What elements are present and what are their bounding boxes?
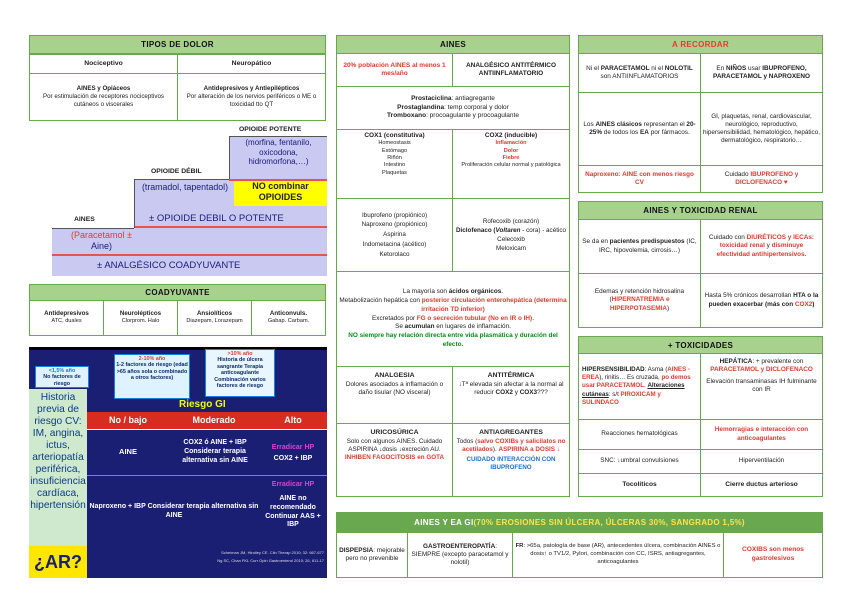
r1-moderado: COX2 ó AINE + IBP Considerar terapia alternativa sin AINE bbox=[182, 439, 248, 464]
acidos-b: ácidos orgánicos bbox=[448, 287, 502, 295]
diclofenaco-text: - cora) - acético bbox=[520, 226, 566, 234]
c1d: NOLOTIL bbox=[664, 64, 693, 72]
antiagreg-b: ). bbox=[492, 446, 499, 453]
gastroenteropatia-cell bbox=[407, 532, 513, 578]
col-moderado: Moderado bbox=[169, 412, 259, 429]
coadyuvante-panel bbox=[29, 284, 326, 336]
h1red3: PIROXICAM y SULINDACO bbox=[582, 390, 661, 406]
r1-alto-erradicar: Erradicar HP bbox=[271, 444, 315, 451]
tox-r4: SNC: ↓umbral convulsiones bbox=[578, 449, 701, 474]
r4d: ) bbox=[812, 300, 815, 308]
c3b: AINES clásicos bbox=[595, 120, 642, 128]
antiagreg-blue: CUIDADO INTERACCIÓN CON IBUPROFENO bbox=[466, 456, 556, 472]
antiagreg-a: Todos ( bbox=[456, 437, 478, 445]
ea-gi-title-b: (70% EROSIONES SIN ÚLCERA, ÚLCERAS 30%, SANGRADO 1,5%) bbox=[473, 518, 745, 527]
r3c: ) bbox=[666, 304, 670, 312]
excret-b: FG o secreción tubular (No en IR o IH) bbox=[416, 314, 533, 322]
r1b: pacientes predispuestos bbox=[609, 238, 685, 246]
drug-item: Rofecoxib (corazón) bbox=[482, 217, 540, 225]
hipersensibilidad-cell bbox=[578, 353, 701, 420]
fr-cell bbox=[512, 532, 724, 578]
bubble-high-pct: >10% año bbox=[227, 351, 253, 357]
c3g: por fármacos. bbox=[648, 129, 690, 136]
coxibs-cell: COXIBS son menos gastrolesivos bbox=[723, 532, 823, 578]
riesgo-gi-label: Riesgo GI bbox=[179, 399, 226, 410]
c3e: de todos los bbox=[602, 129, 641, 136]
coadyuvante-col-text: Diazepam, Lorazepam bbox=[186, 318, 243, 325]
c1b: PARACETAMOL bbox=[600, 64, 650, 72]
c6a: Cuidado bbox=[724, 170, 751, 178]
acum-c: en lugares de inflamación. bbox=[434, 323, 511, 331]
cox2-item: Dolor bbox=[503, 147, 519, 154]
aines-pharmaco bbox=[336, 271, 570, 367]
h1e: Alteraciones cutáneas bbox=[582, 382, 685, 398]
c3f: EA bbox=[640, 129, 649, 136]
c3d: 20-25% bbox=[589, 120, 696, 136]
coadyuvante-col-text: Gabap. Carbam. bbox=[267, 318, 310, 325]
c6b: IBUPROFENO y DICLOFENACO bbox=[735, 170, 799, 186]
cox1-item: Riñón bbox=[387, 154, 402, 161]
analgesic-ladder bbox=[29, 124, 327, 276]
opioide-potente-title: OPIOIDE POTENTE bbox=[239, 126, 302, 133]
aines-list bbox=[54, 230, 149, 253]
coadyuvante-col-4 bbox=[251, 300, 326, 336]
ar-label: ¿AR? bbox=[29, 546, 87, 578]
coadyuvante-col-head: Ansiolíticos bbox=[196, 310, 233, 318]
c2c: usar bbox=[746, 64, 763, 72]
coadyuvante-col-head: Neurolépticos bbox=[119, 310, 162, 318]
uricosurica-text: Solo con algunos AINES. Cuidado ASPIRINA ↓dosis ↓excreción AU. bbox=[346, 437, 443, 453]
prostaciclina: Prostaciclina bbox=[411, 95, 452, 103]
aines-list-left bbox=[336, 198, 453, 272]
hepa: : + prevalente con bbox=[752, 358, 804, 365]
analgesia-cell bbox=[336, 366, 453, 424]
cox2-text: Proliferación celular normal y patológica bbox=[461, 162, 561, 169]
aines-title-bar: AINES bbox=[337, 36, 569, 54]
r1a: Se da en bbox=[582, 238, 610, 246]
dispepsia-cell bbox=[336, 532, 408, 578]
c1e: son ANTIINFLAMATORIOS bbox=[600, 73, 679, 80]
drug-item: Ibuprofeno (propiónico) bbox=[361, 211, 428, 219]
h1red: AINES - EREA bbox=[582, 366, 690, 382]
dispepsia: DISPEPSIA bbox=[339, 546, 374, 554]
tromboxano-text: : procoagulante y procoagulante bbox=[426, 112, 519, 120]
antiagregantes-title: ANTIAGREGANTES bbox=[479, 429, 543, 436]
antiagreg-red: salvo COXIBs y salicilatos no acetilados bbox=[462, 437, 566, 453]
drug-item: Meloxicam bbox=[495, 245, 527, 253]
drug-item: Ketorolaco bbox=[379, 250, 410, 258]
r2-alto-erradicar: Erradicar HP bbox=[271, 481, 315, 488]
tox-r3b: Hemorragias e interacción con anticoagulantes bbox=[700, 419, 823, 450]
hepatica-cell bbox=[700, 353, 823, 420]
metab-b: posterior circulación enterohepática (determina irritación TD inferior) bbox=[421, 296, 567, 313]
renal-panel bbox=[578, 201, 823, 328]
opioide-potente-list: (morfina, fentanilo, oxicodona, hidromorfona,…) bbox=[245, 138, 312, 167]
toxicidades-panel bbox=[578, 336, 823, 497]
recordar-c2 bbox=[700, 53, 823, 93]
uricosurica-red: INHIBEN FAGOCITOSIS en GOTA bbox=[344, 454, 445, 462]
r2c: y bbox=[764, 242, 772, 250]
renal-c3 bbox=[578, 273, 701, 328]
nociceptivo-text: Por estimulación de receptores nociceptivos cutáneos o viscerales bbox=[42, 92, 165, 109]
gastro-text: : SIEMPRE (excepto paracetamol y nolotil) bbox=[411, 542, 509, 567]
drug-item: Celecoxib bbox=[497, 236, 525, 243]
h1b: HIPERSENSIBILIDAD bbox=[582, 366, 645, 374]
cox2-item: Fiebre bbox=[502, 154, 520, 161]
renal-c1 bbox=[578, 219, 701, 274]
ea-gi-title-a: AINES Y EA GI bbox=[414, 518, 474, 527]
recordar-c5: Naproxeno: AINE con menos riesgo CV bbox=[578, 165, 701, 193]
aines-list-aine: Aine) bbox=[90, 241, 112, 252]
fr: FR bbox=[515, 543, 524, 550]
c1a: Ni el bbox=[586, 64, 601, 72]
ref-2: Ng SC, Chan FKL Curr Opin Gastroenterol 2010; 26, 611-17 bbox=[217, 558, 324, 563]
cox1-cell bbox=[336, 129, 453, 199]
coadyuvante-col-head: Antidepresivos bbox=[44, 310, 89, 318]
hepb: HEPÁTICA bbox=[719, 358, 753, 365]
nociceptivo-body bbox=[29, 73, 178, 121]
no-combinar-opioides: NO combinar OPIOIDES bbox=[234, 181, 327, 206]
uricosurica-title: URICOSÚRICA bbox=[370, 429, 419, 436]
fr-text: : >65a, patología de base (AR), antecedentes úlcera, combinación AINES o dosis↑ o TV1/2, Pylori, combinación con CC, ISRS, antiagregantes, anticoagulantes bbox=[523, 543, 721, 565]
c2d: IBUPROFENO, PARACETAMOL y NAPROXENO bbox=[713, 64, 810, 80]
bubble-high-risk bbox=[205, 349, 275, 397]
cox2-item: Inflamación bbox=[495, 140, 527, 147]
riesgo-cv-side: Historia previa de riesgo CV: IM, angina, ictus, arteriopatía periférica, insuficiencia cardíaca, hipertensión bbox=[29, 389, 87, 546]
ref-1: Scheiman JM, Hindley CE. Clin Therap 2010; 32: 667-677 bbox=[221, 550, 324, 555]
bubble-mod-pct: 2-10% año bbox=[138, 356, 166, 362]
recordar-c6 bbox=[700, 165, 823, 193]
ea-gi-panel bbox=[336, 512, 823, 578]
r4c: COX2 bbox=[794, 300, 813, 308]
prostaglandina-text: : temp corporal y dolor bbox=[444, 103, 509, 111]
opioide-debil-list: (tramadol, tapentadol) bbox=[141, 182, 229, 192]
antitermica-cell bbox=[452, 366, 570, 424]
coadyuvante-col-text: ATC, duales bbox=[51, 318, 82, 325]
h1a: : Asma ( bbox=[644, 366, 668, 374]
c2b: NIÑOS bbox=[725, 64, 747, 72]
acum-a: Se bbox=[395, 323, 405, 331]
bubble-low-risk bbox=[35, 366, 89, 388]
h1red2: po demos usar PARACETAMOL bbox=[582, 374, 691, 390]
cox2-cell bbox=[452, 129, 570, 199]
antiagreg-red2: ASPIRINA a DOSIS ↓ bbox=[498, 446, 560, 453]
prostaglandina: Prostaglandina bbox=[397, 103, 445, 111]
r2d: disminuye efectividad antihipertensivos. bbox=[716, 242, 807, 258]
cox1-item: Homeostasis bbox=[378, 140, 411, 147]
aines-panel bbox=[336, 35, 570, 497]
tox-r5: Tocolíticos bbox=[578, 473, 701, 497]
h1d: . bbox=[644, 382, 648, 390]
renal-c2 bbox=[700, 219, 823, 274]
nociceptivo-head: Nociceptivo bbox=[29, 54, 178, 74]
h1c: ), rinitis… Es cruzada, bbox=[599, 374, 662, 382]
ea-gi-title bbox=[337, 513, 822, 533]
cox1-item: Plaquetas bbox=[382, 169, 407, 176]
opioide-debil-title: OPIOIDE DÉBIL bbox=[151, 168, 202, 175]
aines-list-paracetamol: (Paracetamol ± bbox=[71, 230, 132, 240]
heart-icon: ♥ bbox=[783, 179, 788, 186]
r1c: (IC, IRC, hipovolemia, cirrosis…) bbox=[599, 238, 697, 254]
recordar-c1 bbox=[578, 53, 701, 93]
r2a: Cuidado con bbox=[708, 234, 747, 241]
acidos-a: La mayoría son bbox=[402, 287, 449, 295]
r3a: Edemas y retención hidrosalina ( bbox=[594, 288, 685, 304]
no-siempre: NO siempre hay relación directa entre vida plasmática y duración del efecto. bbox=[348, 332, 558, 349]
metab-a: Metabolización hepática con bbox=[339, 296, 422, 304]
diclofenaco: Diclofenaco ( bbox=[455, 226, 496, 234]
hepc: Elevación transaminasas IH fulminante con IR bbox=[706, 377, 817, 393]
r1-alto: COX2 + IBP bbox=[273, 455, 313, 462]
coadyuvante-col-text: Clorprom. Halo bbox=[121, 318, 160, 325]
uricosurica-cell bbox=[336, 423, 453, 497]
tipos-dolor-panel bbox=[29, 35, 326, 121]
qmarks: ??? bbox=[537, 389, 548, 397]
bubble-mod-risk bbox=[114, 354, 190, 399]
y: y bbox=[512, 389, 520, 397]
neuropatico-head: Neuropático bbox=[177, 54, 326, 74]
antitermica-text: ↓Tª elevada sin afectar a la normal al reducir bbox=[458, 380, 564, 397]
drug-item: Aspirina bbox=[383, 231, 406, 239]
toxicidades-title: + TOXICIDADES bbox=[579, 337, 822, 354]
bubble-high-text: Historia de úlcera sangrante Terapia anticoagulante Combinación varios factores de riesgo bbox=[214, 357, 266, 390]
aines-analgesico: ANALGÉSICO ANTITÉRMICO ANTIINFLAMATORIO bbox=[452, 53, 570, 87]
renal-c4 bbox=[700, 273, 823, 328]
bubble-low-text: No factores de riesgo bbox=[43, 374, 81, 387]
coadyuvante-col-3 bbox=[177, 300, 252, 336]
renal-title: AINES Y TOXICIDAD RENAL bbox=[579, 202, 822, 220]
neuropatico-drugs: Antidepresivos y Antiepilépticos bbox=[203, 84, 300, 92]
excret-a: Excretados por bbox=[372, 314, 417, 322]
r2b: DIURÉTICOS y IECAs: toxicidad renal bbox=[719, 234, 815, 250]
nociceptivo-drugs: AINES y Opiáceos bbox=[76, 84, 131, 92]
tromboxano: Tromboxano bbox=[387, 112, 427, 120]
voltaren: Voltaren bbox=[495, 226, 521, 234]
r4a: Hasta 5% crónicos desarrollan bbox=[704, 292, 794, 300]
hepred: PARACETAMOL y DICLOFENACO bbox=[710, 366, 813, 374]
c2a: En bbox=[716, 64, 726, 72]
cox1-item: Estómago bbox=[381, 147, 408, 154]
bubble-mod-text: 1-2 factores de riesgo (edad >65 años sola o combinado a otros factores) bbox=[116, 362, 188, 382]
antiagregantes-cell bbox=[452, 423, 570, 497]
r2-center: Naproxeno + IBP Considerar terapia alternativa sin AINE bbox=[89, 503, 259, 520]
cox2-ref: COX2 bbox=[495, 389, 513, 397]
tox-r3: Reacciones hematológicas bbox=[578, 419, 701, 450]
drug-item: Indometacina (acético) bbox=[362, 240, 427, 248]
coadyuvante-col-2 bbox=[103, 300, 178, 336]
aines-prosta bbox=[336, 86, 570, 130]
col-bajo: No / bajo bbox=[87, 412, 169, 429]
tox-r5b: Cierre ductus arterioso bbox=[700, 473, 823, 497]
neuropatico-body bbox=[177, 73, 326, 121]
aines-pct: 20% población AINES al menos 1 mes/año bbox=[336, 53, 453, 87]
acum-b: acumulan bbox=[404, 323, 435, 331]
col-alto: Alto bbox=[259, 412, 327, 429]
recordar-c4: GI, plaquetas, renal, cardiovascular, neurológico, reproductivo, hipersensibilidad, hematológico, hepático, dermatológico, respiratorio… bbox=[700, 92, 823, 166]
ladder-step-2-text: ± OPIOIDE DEBIL O POTENTE bbox=[149, 213, 284, 224]
antitermica-title: ANTITÉRMICA bbox=[487, 372, 535, 379]
cox1-item: Intestino bbox=[383, 162, 406, 169]
c1c: ni el bbox=[649, 64, 665, 72]
tipos-dolor-title: TIPOS DE DOLOR bbox=[30, 36, 325, 54]
ladder-step-1-text: ± ANALGÉSICO COADYUVANTE bbox=[97, 260, 241, 271]
cox3-ref: COX3 bbox=[519, 389, 538, 397]
bubble-low-pct: <1,5% año bbox=[48, 368, 76, 374]
neuropatico-text: Por alteración de los nervios periféricos o ME o toxicidad tto QT bbox=[186, 92, 317, 109]
excret-c: . bbox=[532, 314, 534, 322]
analgesia-text: Dolores asociados a inflamación o daño tisular (NO visceral) bbox=[345, 380, 444, 397]
c3a: Los bbox=[583, 120, 596, 128]
coadyuvante-col-head: Anticonvuls. bbox=[269, 310, 308, 318]
recordar-panel bbox=[578, 35, 823, 193]
acidos-c: . bbox=[501, 287, 504, 295]
recordar-title: A RECORDAR bbox=[579, 36, 822, 54]
aines-title: AINES bbox=[74, 216, 95, 223]
r1-aine: AINE bbox=[119, 447, 137, 456]
tox-r4b: Hiperventilación bbox=[700, 449, 823, 474]
h1f: : s/t bbox=[608, 390, 621, 398]
drug-item: Naproxeno (propiónico) bbox=[361, 221, 428, 229]
cox1-title: COX1 (constitutiva) bbox=[364, 132, 425, 139]
gastro: GASTROENTEROPATÍA bbox=[423, 542, 496, 550]
recordar-c3 bbox=[578, 92, 701, 166]
r4b: HTA o la pueden exacerbar (más con bbox=[708, 292, 819, 308]
r2-alto: AINE no recomendado Continuar AAS + IBP bbox=[265, 495, 321, 529]
dispepsia-text: : mejorable pero no prevenible bbox=[345, 546, 405, 562]
riesgo-gi-cv-table bbox=[29, 347, 327, 578]
aines-list-right bbox=[452, 198, 570, 272]
cox2-title: COX2 (inducible) bbox=[484, 132, 538, 139]
r3b: HIPERNATREMIA e HIPERPOTASEMIA bbox=[609, 296, 670, 312]
prostaciclina-text: : antiagregante bbox=[451, 95, 495, 103]
coadyuvante-col-1 bbox=[29, 300, 104, 336]
analgesia-title: ANALGESIA bbox=[374, 372, 415, 379]
coadyuvante-title: COADYUVANTE bbox=[30, 285, 325, 301]
c3c: representan el bbox=[641, 120, 687, 128]
